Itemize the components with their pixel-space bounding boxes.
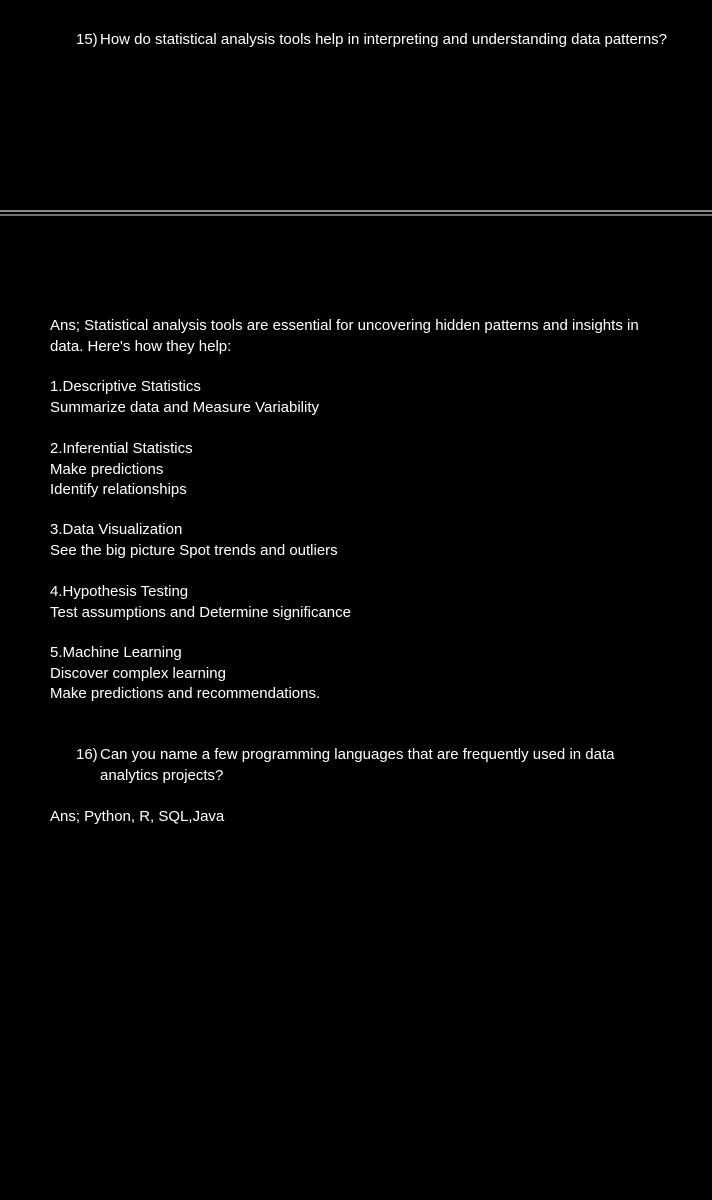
section-line: Test assumptions and Determine significance bbox=[50, 603, 351, 621]
section-line: Make predictions bbox=[50, 460, 164, 478]
section-line: See the big picture Spot trends and outliers bbox=[50, 541, 338, 559]
section-line: Discover complex learning bbox=[50, 664, 226, 682]
section-line: Make predictions and recommendations. bbox=[50, 685, 321, 702]
section-title: 2.Inferential Statistics bbox=[50, 440, 193, 457]
answer-section-machine-learning bbox=[50, 643, 670, 705]
question-16 bbox=[76, 745, 676, 786]
section-title: 5.Machine Learning bbox=[50, 644, 182, 661]
question-15 bbox=[76, 30, 676, 51]
answer-section-visualization bbox=[50, 520, 670, 561]
section-title: 1.Descriptive Statistics bbox=[50, 378, 201, 395]
question-number: 15) bbox=[76, 31, 98, 48]
section-divider bbox=[0, 210, 712, 217]
section-title: 4.Hypothesis Testing bbox=[50, 583, 189, 600]
answer-16: Ans; Python, R, SQL,Java bbox=[50, 808, 225, 825]
question-text: How do statistical analysis tools help in interpreting and understanding data patterns? bbox=[100, 31, 668, 48]
section-line: Summarize data and Measure Variability bbox=[50, 398, 320, 416]
divider-line bbox=[0, 214, 712, 216]
answer-section-hypothesis bbox=[50, 582, 670, 623]
section-title: 3.Data Visualization bbox=[50, 521, 183, 538]
divider-line bbox=[0, 210, 712, 212]
question-number: 16) bbox=[76, 746, 98, 763]
answer-section-inferential bbox=[50, 439, 670, 501]
section-line: Identify relationships bbox=[50, 481, 187, 498]
question-text: Can you name a few programming languages that are frequently used in data analytics projects? bbox=[100, 746, 615, 784]
answer-15-intro: Ans; Statistical analysis tools are essential for uncovering hidden patterns and insights in data. Here's how they help: bbox=[50, 317, 639, 355]
answer-section-descriptive bbox=[50, 377, 670, 418]
